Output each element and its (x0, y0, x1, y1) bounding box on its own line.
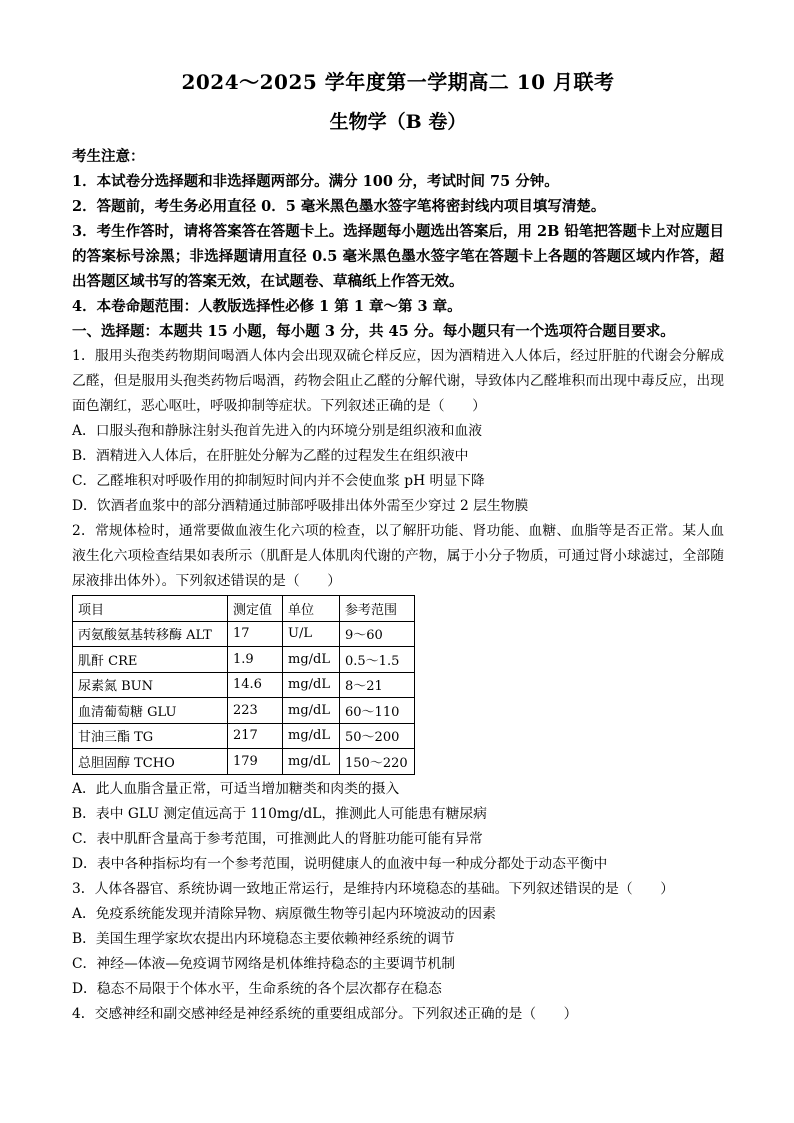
option-b: B．美国生理学家坎农提出内环境稳态主要依赖神经系统的调节 (72, 930, 455, 947)
table-cell: 尿素氮 BUN (73, 672, 228, 698)
option-c: C．表中肌酐含量高于参考范围，可推测此人的肾脏功能可能有异常 (72, 830, 483, 847)
table-cell: 150～220 (340, 749, 415, 775)
exam-page (72, 68, 724, 1027)
option-d: D．表中各种指标均有一个参考范围，说明健康人的血液中每一种成分都处于动态平衡中 (72, 855, 608, 872)
table-cell: 179 (228, 749, 283, 775)
option-d: D．稳态不局限于个体水平，生命系统的各个层次都存在稳态 (72, 980, 442, 997)
table-cell: 8～21 (340, 672, 415, 698)
column-header: 项目 (73, 596, 228, 622)
table-cell: mg/dL (283, 749, 340, 775)
question-stem: 4．交感神经和副交感神经是神经系统的重要组成部分。下列叙述正确的是（ ） (72, 1005, 578, 1022)
table-cell: 14.6 (228, 672, 283, 698)
table-cell: 9～60 (340, 621, 415, 647)
option-c: C．神经—体液—免疫调节网络是机体维持稳态的主要调节机制 (72, 955, 456, 972)
option-b: B．表中 GLU 测定值远高于 110mg/dL，推测此人可能患有糖尿病 (72, 805, 487, 822)
exam-title: 2024～2025 学年度第一学期高二 10 月联考 (181, 70, 615, 94)
table-cell: mg/dL (283, 672, 340, 698)
table-cell: 甘油三酯 TG (73, 723, 228, 749)
table-cell: 血清葡萄糖 GLU (73, 698, 228, 724)
question-2 (72, 519, 724, 877)
table-header-row (73, 596, 415, 622)
table-cell: 0.5～1.5 (340, 647, 415, 673)
column-header: 参考范围 (340, 596, 415, 622)
question-3 (72, 877, 724, 1002)
table-row (73, 647, 415, 673)
notice-item: 2．答题前，考生务必用直径 0．5 毫米黑色墨水签字笔将密封线内项目填写清楚。 (72, 198, 606, 215)
option-b: B．酒精进入人体后，在肝脏处分解为乙醛的过程发生在组织液中 (72, 448, 469, 464)
notice-item: 1．本试卷分选择题和非选择题两部分。满分 100 分，考试时间 75 分钟。 (72, 173, 559, 190)
table-cell: 丙氨酸氨基转移酶 ALT (73, 621, 228, 647)
table-row (73, 698, 415, 724)
question-stem: 2．常规体检时，通常要做血液生化六项的检查，以了解肝功能、肾功能、血糖、血脂等是否正常。某人血液生化六项检查结果如表所示（肌酐是人体肌肉代谢的产物，属于小分子物质，可通过肾小球滤过，全部随尿液排出体外）。下列叙述错误的是（ ） (72, 523, 724, 589)
table-row (73, 723, 415, 749)
option-d: D．饮酒者血浆中的部分酒精通过肺部呼吸排出体外需至少穿过 2 层生物膜 (72, 498, 529, 514)
notice-heading: 考生注意： (72, 148, 145, 165)
section-heading: 一、选择题：本题共 15 小题，每小题 3 分，共 45 分。每小题只有一个选项符合题目要求。 (72, 323, 675, 340)
column-header: 单位 (283, 596, 340, 622)
table-cell: 1.9 (228, 647, 283, 673)
table-cell: mg/dL (283, 647, 340, 673)
blood-test-table (72, 595, 415, 775)
option-a: A．口服头孢和静脉注射头孢首先进入的内环境分别是组织液和血液 (72, 423, 483, 439)
table-cell: U/L (283, 621, 340, 647)
question-stem: 1．服用头孢类药物期间喝酒人体内会出现双硫仑样反应，因为酒精进入人体后，经过肝脏的代谢会分解成乙醛，但是服用头孢类药物后喝酒，药物会阻止乙醛的分解代谢，导致体内乙醛堆积而出现中毒反应，出现面色潮红，恶心呕吐，呼吸抑制等症状。下列叙述正确的是（ ） (72, 348, 724, 414)
table-cell: mg/dL (283, 698, 340, 724)
table-cell: 223 (228, 698, 283, 724)
notice-item: 3．考生作答时，请将答案答在答题卡上。选择题每小题选出答案后，用 2B 铅笔把答题卡上对应题目的答案标号涂黑；非选择题请用直径 0.5 毫米黑色墨水签字笔在答题卡上各题的答题区域内作答，超出答题区域书写的答案无效，在试题卷、草稿纸上作答无效。 (72, 223, 724, 290)
question-stem: 3．人体各器官、系统协调一致地正常运行，是维持内环境稳态的基础。下列叙述错误的是（ ） (72, 880, 675, 897)
table-cell: 17 (228, 621, 283, 647)
notice-block (72, 144, 724, 319)
table-cell: 60～110 (340, 698, 415, 724)
table-cell: 50～200 (340, 723, 415, 749)
table-row (73, 749, 415, 775)
option-c: C．乙醛堆积对呼吸作用的抑制短时间内并不会使血浆 pH 明显下降 (72, 473, 485, 489)
notice-item: 4．本卷命题范围：人教版选择性必修 1 第 1 章～第 3 章。 (72, 298, 462, 315)
question-1 (72, 344, 724, 519)
exam-subtitle: 生物学（B 卷） (329, 111, 467, 133)
question-4 (72, 1002, 724, 1027)
table-cell: 总胆固醇 TCHO (73, 749, 228, 775)
option-a: A．免疫系统能发现并清除异物、病原微生物等引起内环境波动的因素 (72, 905, 496, 922)
column-header: 测定值 (228, 596, 283, 622)
table-cell: 217 (228, 723, 283, 749)
table-cell: 肌酐 CRE (73, 647, 228, 673)
table-cell: mg/dL (283, 723, 340, 749)
table-row (73, 621, 415, 647)
table-row (73, 672, 415, 698)
option-a: A．此人血脂含量正常，可适当增加糖类和肉类的摄入 (72, 780, 400, 797)
